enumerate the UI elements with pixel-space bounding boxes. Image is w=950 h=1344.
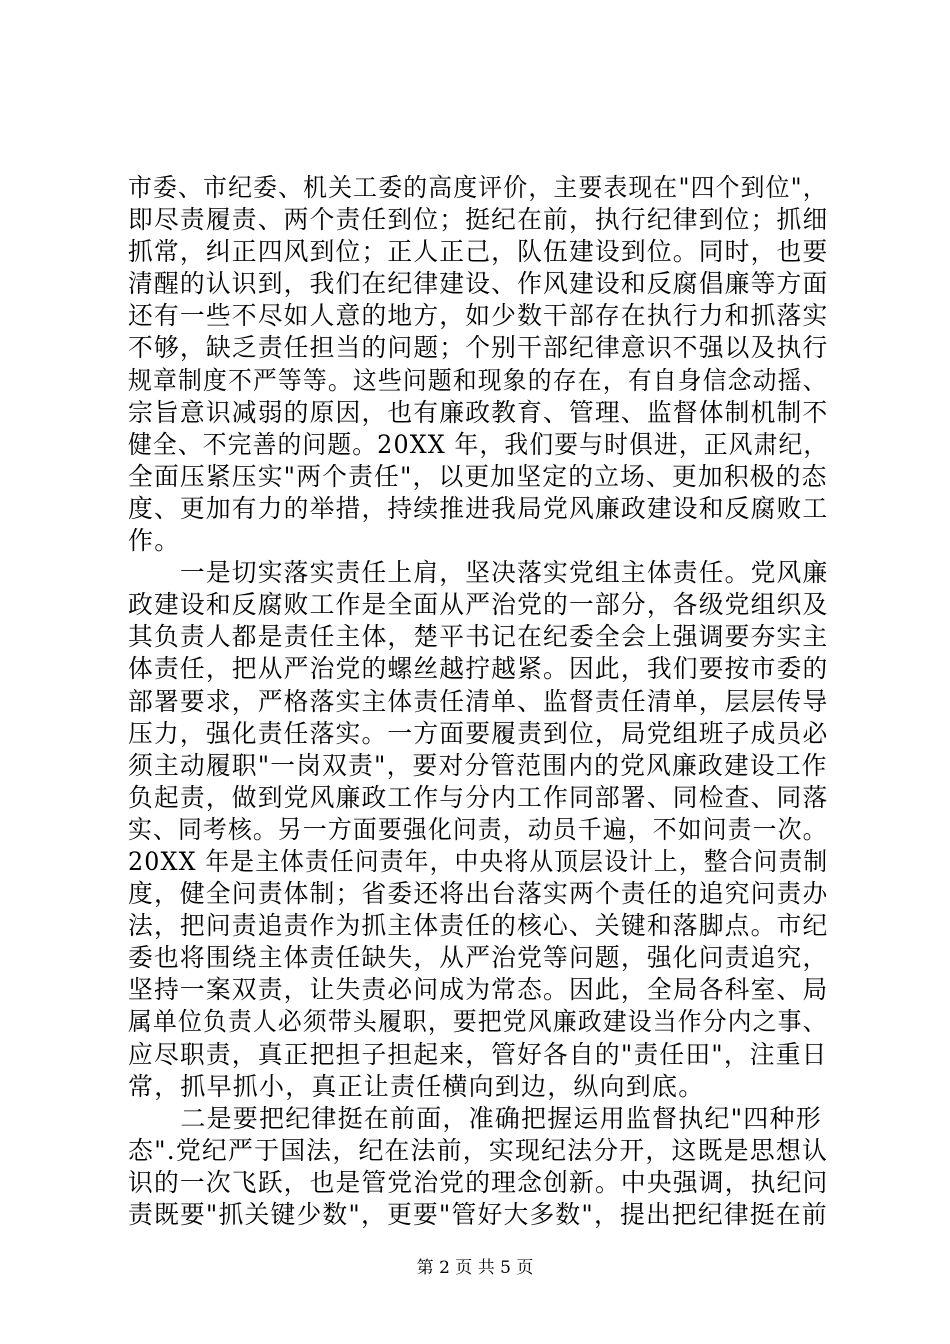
text-line: 实、同考核。另一方面要强化问责，动员千遍，不如问责一次。 — [128, 814, 828, 844]
text-line: 20XX 年是主体责任问责年，中央将从顶层设计上，整合问责制 — [128, 846, 829, 876]
text-line: 坚持一案双责，让失责必问成为常态。因此，全局各科室、局 — [128, 975, 829, 1005]
text-line: 度，健全问责体制；省委还将出台落实两个责任的追究问责办 — [128, 879, 829, 909]
text-line: 作。 — [128, 526, 181, 556]
text-line: 政建设和反腐败工作是全面从严治党的一部分，各级党组织及 — [128, 590, 829, 620]
text-line: 识的一次飞跃，也是管党治党的理念创新。中央强调，执纪问 — [128, 1167, 829, 1197]
text-line: 体责任，把从严治党的螺丝越拧越紧。因此，我们要按市委的 — [128, 654, 829, 684]
document-body — [128, 172, 828, 1231]
text-line: 不够，缺乏责任担当的问题；个别干部纪律意识不强以及执行 — [128, 333, 829, 363]
text-line: 清醒的认识到，我们在纪律建设、作风建设和反腐倡廉等方面 — [128, 269, 829, 299]
text-line: 规章制度不严等等。这些问题和现象的存在，有自身信念动摇、 — [128, 365, 828, 395]
text-line: 市委、市纪委、机关工委的高度评价，主要表现在"四个到位"， — [128, 173, 828, 202]
text-line: 属单位负责人必须带头履职，要把党风廉政建设当作分内之事、 — [128, 1007, 828, 1037]
text-line: 全面压紧压实"两个责任"，以更加坚定的立场、更加积极的态 — [128, 461, 828, 491]
text-line: 还有一些不尽如人意的地方，如少数干部存在执行力和抓落实 — [128, 301, 829, 331]
text-line: 应尽职责，真正把担子担起来，管好各自的"责任田"，注重日 — [128, 1039, 828, 1069]
text-line: 宗旨意识减弱的原因，也有廉政教育、管理、监督体制机制不 — [128, 397, 829, 427]
text-line: 常，抓早抓小，真正让责任横向到边，纵向到底。 — [128, 1071, 705, 1101]
text-line: 二是要把纪律挺在前面，准确把握运用监督执纪"四种形 — [128, 1103, 822, 1133]
text-line: 部署要求，严格落实主体责任清单、监督责任清单，层层传导 — [128, 686, 829, 716]
text-line: 即尽责履责、两个责任到位；挺纪在前，执行纪律到位；抓细 — [128, 205, 829, 235]
page-footer: 第 2 页 共 5 页 — [416, 1258, 534, 1278]
text-line: 负起责，做到党风廉政工作与分内工作同部署、同检查、同落 — [128, 782, 829, 812]
text-line: 压力，强化责任落实。一方面要履责到位，局党组班子成员必 — [128, 718, 829, 748]
text-line: 健全、不完善的问题。20XX 年，我们要与时俱进，正风肃纪， — [128, 429, 829, 459]
text-line: 法，把问责追责作为抓主体责任的核心、关键和落脚点。市纪 — [128, 911, 829, 941]
text-line: 责既要"抓关键少数"，更要"管好大多数"，提出把纪律挺在前 — [128, 1200, 828, 1229]
text-line: 其负责人都是责任主体，楚平书记在纪委全会上强调要夯实主 — [128, 622, 829, 652]
text-line: 态".党纪严于国法，纪在法前，实现纪法分开，这既是思想认 — [128, 1135, 829, 1165]
text-line: 度、更加有力的举措，持续推进我局党风廉政建设和反腐败工 — [128, 493, 829, 523]
text-line: 委也将围绕主体责任缺失，从严治党等问题，强化问责追究， — [128, 943, 829, 973]
text-line: 须主动履职"一岗双责"，要对分管范围内的党风廉政建设工作 — [128, 750, 828, 780]
text-line: 抓常，纠正四风到位；正人正己，队伍建设到位。同时，也要 — [128, 237, 829, 267]
text-line: 一是切实落实责任上肩，坚决落实党组主体责任。党风廉 — [128, 558, 829, 588]
